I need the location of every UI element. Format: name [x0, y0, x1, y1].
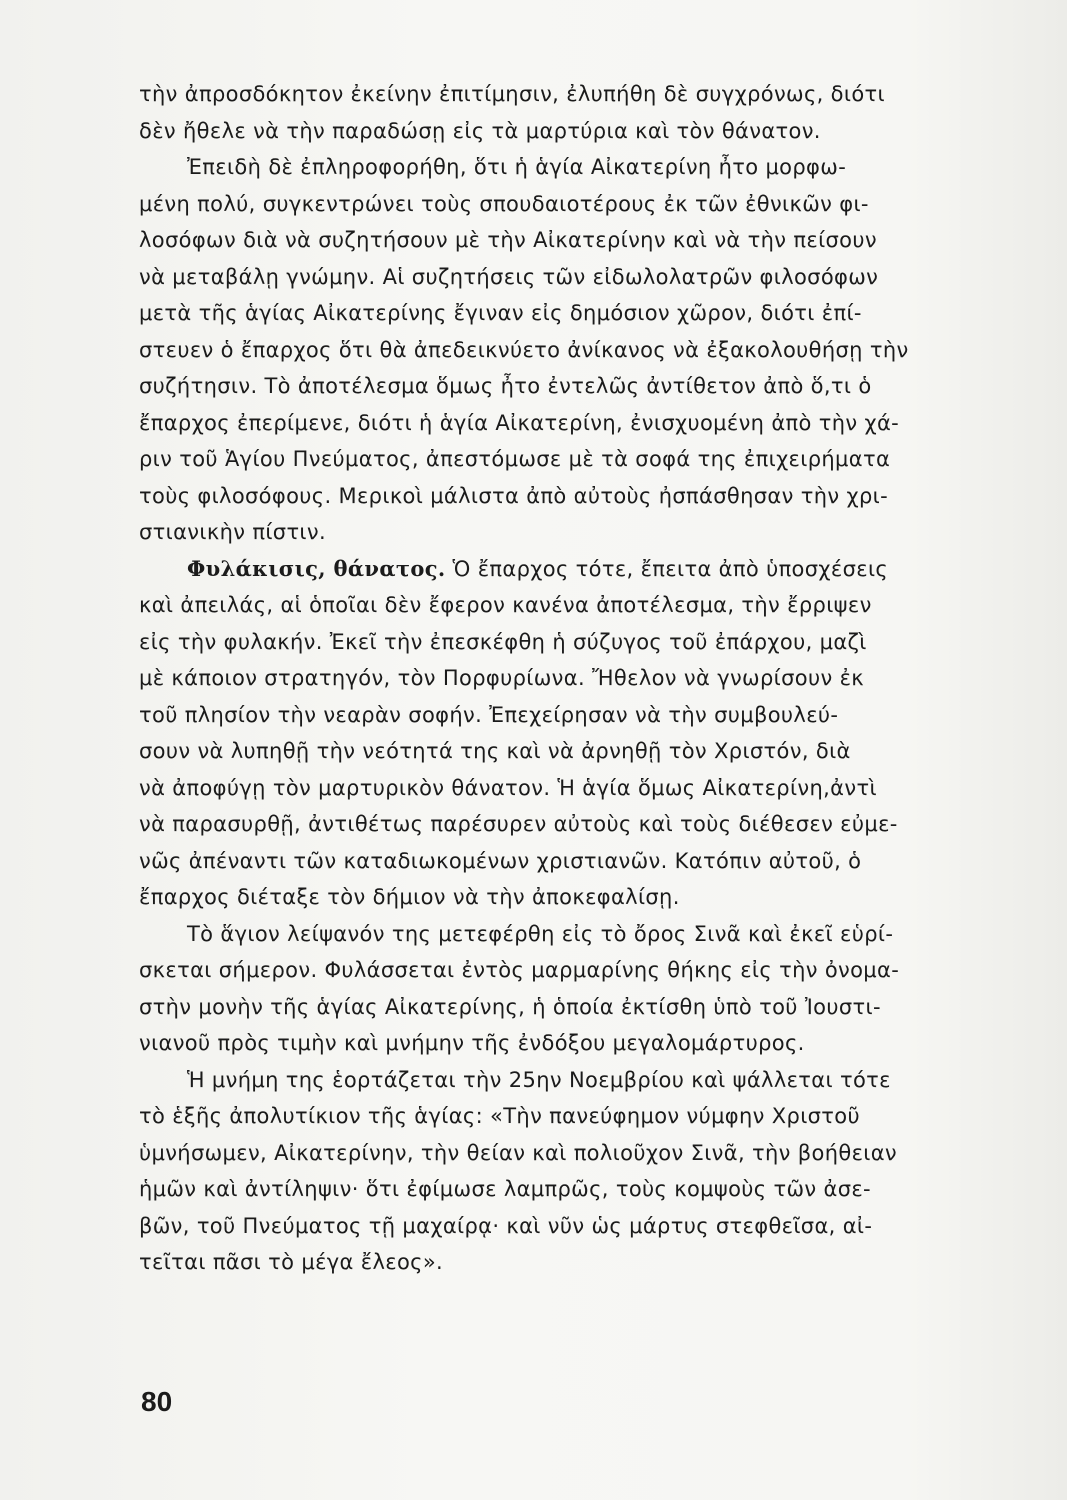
text-line: μὲ κάποιον στρατηγόν, τὸν Πορφυρίωνα. Ἤθελον νὰ γνωρίσουν ἐκ — [139, 666, 865, 690]
page-number: 80 — [141, 1386, 173, 1417]
text-line: βῶν, τοῦ Πνεύματος τῇ μαχαίρᾳ· καὶ νῦν ὡς μάρτυς στεφθεῖσα, αἰ- — [139, 1213, 873, 1238]
text-line: ἔπαρχος ἐπερίμενε, διότι ἡ ἁγία Αἰκατερίνη, ἐνισχυομένη ἀπὸ τὴν χά- — [139, 410, 900, 435]
body-text — [139, 76, 994, 1281]
text-line: τεῖται πᾶσι τὸ μέγα ἔλεος». — [139, 1250, 444, 1274]
text-line: τοὺς φιλοσόφους. Μερικοὶ μάλιστα ἀπὸ αὐτοὺς ἠσπάσθησαν τὴν χρι- — [139, 483, 889, 508]
text-line: Ἡ μνήμη της ἑορτάζεται τὴν 25ην Νοεμβρίου καὶ ψάλλεται τότε — [187, 1067, 891, 1092]
text-line: δὲν ἤθελε νὰ τὴν παραδώσῃ εἰς τὰ μαρτύρια καὶ τὸν θάνατον. — [139, 118, 821, 143]
text-line: μετὰ τῆς ἁγίας Αἰκατερίνης ἔγιναν εἰς δημόσιον χῶρον, διότι ἐπί- — [139, 301, 862, 325]
text-line: ὑμνήσωμεν, Αἰκατερίνην, τὴν θείαν καὶ πολιοῦχον Σινᾶ, τὴν βοήθειαν — [139, 1140, 897, 1165]
text-line: σκεται σήμερον. Φυλάσσεται ἐντὸς μαρμαρίνης θήκης εἰς τὴν ὀνομα- — [139, 958, 900, 982]
section-first-line — [139, 551, 994, 588]
text-line: σουν νὰ λυπηθῇ τὴν νεότητά της καὶ νὰ ἀρνηθῇ τὸν Χριστόν, διὰ — [139, 739, 851, 763]
text-line: τοῦ πλησίον τὴν νεαρὰν σοφήν. Ἐπεχείρησαν νὰ τὴν συμβουλεύ- — [139, 702, 839, 727]
text-line: μένη πολύ, συγκεντρώνει τοὺς σπουδαιοτέρους ἐκ τῶν ἐθνικῶν φι- — [139, 191, 869, 216]
text-line: νὰ ἀποφύγῃ τὸν μαρτυρικὸν θάνατον. Ἡ ἁγία ὅμως Αἰκατερίνη,ἀντὶ — [139, 775, 877, 800]
section-heading: Φυλάκισις, θάνατος. — [187, 555, 446, 581]
text-line: ἔπαρχος διέταξε τὸν δήμιον νὰ τὴν ἀποκεφαλίσῃ. — [139, 885, 680, 909]
text-line: ριν τοῦ Ἁγίου Πνεύματος, ἀπεστόμωσε μὲ τὰ σοφά της ἐπιχειρήματα — [139, 447, 891, 471]
text-line: εἰς τὴν φυλακήν. Ἐκεῖ τὴν ἐπεσκέφθη ἡ σύζυγος τοῦ ἐπάρχου, μαζὶ — [139, 629, 867, 654]
text-line: νὰ μεταβάλῃ γνώμην. Αἱ συζητήσεις τῶν εἰδωλολατρῶν φιλοσόφων — [139, 264, 879, 289]
section-first-line-rest: Ὁ ἔπαρχος τότε, ἔπειτα ἀπὸ ὑποσχέσεις — [445, 556, 889, 581]
text-line: καὶ ἀπειλάς, αἱ ὁποῖαι δὲν ἔφερον κανένα ἀποτέλεσμα, τὴν ἔρριψεν — [139, 593, 872, 617]
text-line: συζήτησιν. Τὸ ἀποτέλεσμα ὅμως ἦτο ἐντελῶς ἀντίθετον ἀπὸ ὅ,τι ὁ — [139, 374, 872, 398]
text-line: Ἐπειδὴ δὲ ἐπληροφορήθη, ὅτι ἡ ἁγία Αἰκατερίνη ἦτο μορφω- — [187, 155, 847, 179]
text-line: ἡμῶν καὶ ἀντίληψιν· ὅτι ἐφίμωσε λαμπρῶς, τοὺς κομψοὺς τῶν ἀσε- — [139, 1177, 871, 1201]
text-line: νὰ παρασυρθῇ, ἀντιθέτως παρέσυρεν αὐτοὺς καὶ τοὺς διέθεσεν εὐμε- — [139, 812, 898, 836]
text-line: Τὸ ἅγιον λείψανόν της μετεφέρθη εἰς τὸ ὄρος Σινᾶ καὶ ἐκεῖ εὑρί- — [187, 921, 894, 946]
text-line: τὴν ἀπροσδόκητον ἐκείνην ἐπιτίμησιν, ἐλυπήθη δὲ συγχρόνως, διότι — [139, 82, 885, 106]
text-line: στευεν ὁ ἔπαρχος ὅτι θὰ ἀπεδεικνύετο ἀνίκανος νὰ ἐξακολουθήσῃ τὴν — [139, 337, 909, 362]
text-line: νιανοῦ πρὸς τιμὴν καὶ μνήμην τῆς ἐνδόξου μεγαλομάρτυρος. — [139, 1031, 805, 1055]
text-line: νῶς ἀπέναντι τῶν καταδιωκομένων χριστιανῶν. Κατόπιν αὐτοῦ, ὁ — [139, 848, 862, 873]
text-line: λοσόφων διὰ νὰ συζητήσουν μὲ τὴν Αἰκατερίνην καὶ νὰ τὴν πείσουν — [139, 228, 877, 252]
text-line: τὸ ἑξῆς ἀπολυτίκιον τῆς ἁγίας: «Τὴν πανεύφημον νύμφην Χριστοῦ — [139, 1104, 861, 1128]
text-line: στιανικὴν πίστιν. — [139, 520, 326, 544]
text-line: στὴν μονὴν τῆς ἁγίας Αἰκατερίνης, ἡ ὁποία ἐκτίσθη ὑπὸ τοῦ Ἰουστι- — [139, 994, 881, 1019]
